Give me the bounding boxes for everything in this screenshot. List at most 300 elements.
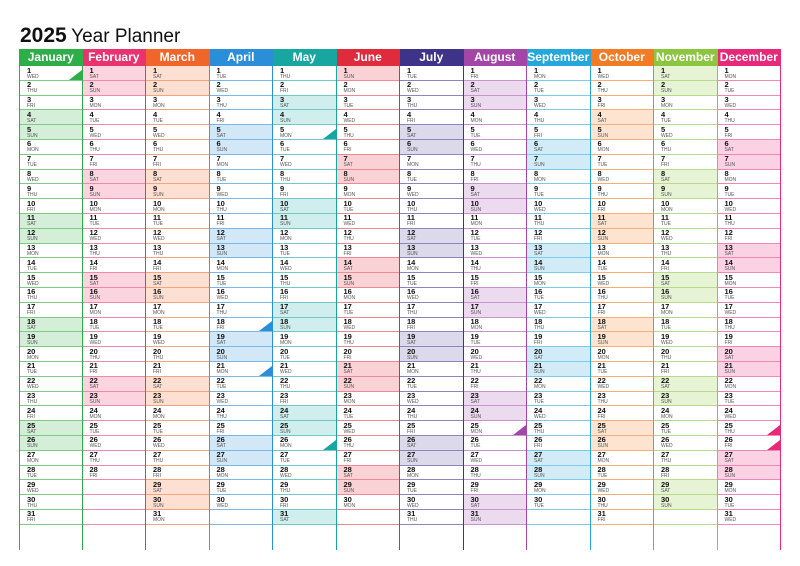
- weekday-label: WED: [89, 132, 102, 139]
- weekday-label: MON: [343, 399, 356, 406]
- day-cell: [527, 110, 590, 125]
- day-cell: [591, 81, 654, 96]
- day-cell: [210, 244, 273, 259]
- day-number: 12: [153, 228, 162, 238]
- day-number: 28: [724, 465, 733, 475]
- day-number: 27: [280, 450, 289, 460]
- weekday-label: WED: [470, 354, 483, 361]
- day-number: 16: [216, 287, 225, 297]
- day-cell: [20, 288, 82, 303]
- holiday-marker-icon: [513, 425, 526, 435]
- weekday-label: THU: [216, 413, 227, 420]
- weekday-label: WED: [89, 443, 102, 450]
- day-cell: [210, 81, 273, 96]
- day-cell: [273, 421, 336, 436]
- day-cell: [400, 303, 463, 318]
- day-number: 5: [153, 125, 158, 134]
- weekday-label: FRI: [661, 162, 670, 169]
- weekday-label: WED: [153, 132, 165, 139]
- day-number: 22: [661, 376, 670, 386]
- day-number: 3: [724, 95, 729, 105]
- holiday-marker-icon: [767, 440, 780, 450]
- weekday-label: SAT: [280, 413, 290, 420]
- day-cell: [591, 66, 654, 81]
- day-number: 29: [597, 480, 606, 489]
- weekday-label: SUN: [407, 147, 418, 154]
- weekday-label: WED: [534, 103, 546, 110]
- day-number: 7: [407, 154, 412, 164]
- day-number: 25: [597, 421, 606, 430]
- weekday-label: SAT: [343, 473, 353, 480]
- day-cell: [464, 436, 527, 451]
- weekday-label: FRI: [89, 473, 98, 480]
- day-cell: [83, 451, 146, 466]
- day-number: 6: [216, 139, 221, 149]
- weekday-label: MON: [470, 428, 483, 435]
- weekday-label: FRI: [27, 310, 36, 317]
- day-cell: [591, 110, 654, 125]
- day-cell: [337, 66, 400, 81]
- day-number: 27: [534, 450, 543, 460]
- day-cell: [83, 229, 146, 244]
- day-number: 18: [27, 317, 36, 327]
- weekday-label: FRI: [534, 132, 543, 139]
- weekday-label: WED: [216, 191, 229, 198]
- day-cell: [337, 451, 400, 466]
- weekday-label: THU: [280, 384, 291, 391]
- day-number: 17: [89, 302, 98, 312]
- day-number: 12: [216, 228, 225, 238]
- day-cell: [273, 155, 336, 170]
- weekday-label: FRI: [343, 354, 352, 361]
- day-cell: [464, 303, 527, 318]
- day-number: 3: [597, 95, 602, 105]
- day-number: 10: [470, 199, 479, 208]
- weekday-label: SUN: [280, 325, 291, 332]
- day-number: 22: [280, 376, 289, 386]
- day-number: 18: [89, 317, 98, 327]
- day-cell: [464, 140, 527, 155]
- weekday-label: FRI: [280, 191, 289, 198]
- day-cell: [718, 214, 781, 229]
- weekday-label: TUE: [724, 502, 735, 509]
- day-cell: [20, 466, 82, 481]
- weekday-label: THU: [27, 295, 38, 302]
- day-cell: [527, 421, 590, 436]
- day-number: 30: [27, 495, 36, 504]
- weekday-label: SUN: [724, 473, 736, 480]
- weekday-label: MON: [470, 117, 483, 124]
- day-cell: [20, 244, 82, 259]
- day-number: 6: [153, 139, 158, 149]
- day-number: 7: [534, 154, 539, 164]
- weekday-label: SAT: [153, 487, 163, 494]
- weekday-label: MON: [343, 191, 356, 198]
- weekday-label: FRI: [661, 473, 670, 480]
- day-cell: [464, 466, 527, 481]
- day-cell: [20, 155, 82, 170]
- day-number: 6: [724, 139, 729, 149]
- day-cell: [337, 362, 400, 377]
- month-column-june: [337, 49, 401, 550]
- day-cell: [718, 155, 781, 170]
- day-number: 18: [216, 317, 225, 327]
- weekday-label: TUE: [27, 162, 37, 169]
- day-number: 16: [27, 287, 36, 297]
- day-number: 20: [661, 347, 670, 356]
- day-number: 10: [153, 199, 162, 208]
- weekday-label: FRI: [534, 236, 543, 243]
- day-number: 28: [27, 465, 36, 475]
- weekday-label: WED: [216, 295, 229, 302]
- weekday-label: MON: [89, 310, 102, 317]
- weekday-label: WED: [153, 443, 165, 450]
- day-cell: [654, 318, 717, 333]
- day-number: 23: [216, 391, 225, 401]
- day-cell: [273, 184, 336, 199]
- day-number: 28: [216, 465, 225, 475]
- day-number: 29: [280, 480, 289, 489]
- day-cell: [337, 184, 400, 199]
- day-cell: [400, 495, 463, 510]
- weekday-label: TUE: [534, 399, 544, 406]
- day-cell: [527, 347, 590, 362]
- day-cell: [718, 362, 781, 377]
- day-number: 30: [153, 495, 162, 504]
- day-number: 25: [27, 421, 36, 430]
- month-column-december: [718, 49, 782, 550]
- day-cell: [654, 229, 717, 244]
- day-number: 21: [153, 361, 162, 371]
- day-cell: [210, 214, 273, 229]
- day-number: 10: [407, 199, 416, 208]
- weekday-label: SAT: [597, 325, 607, 332]
- day-cell: [146, 81, 209, 96]
- day-cell: [718, 288, 781, 303]
- weekday-label: WED: [89, 236, 102, 243]
- weekday-label: SUN: [343, 280, 355, 287]
- weekday-label: SUN: [89, 88, 101, 95]
- day-cell: [337, 495, 400, 510]
- weekday-label: MON: [280, 236, 292, 243]
- day-number: 23: [343, 391, 352, 401]
- weekday-label: THU: [343, 339, 354, 346]
- day-number: 19: [280, 332, 289, 341]
- day-number: 10: [597, 199, 606, 208]
- weekday-label: MON: [280, 339, 292, 346]
- weekday-label: SUN: [343, 177, 355, 184]
- day-number: 13: [343, 243, 352, 253]
- day-cell: [337, 110, 400, 125]
- day-cell: [464, 392, 527, 407]
- day-number: 22: [470, 376, 479, 386]
- day-number: 13: [27, 243, 36, 253]
- day-number: 11: [216, 213, 225, 223]
- day-number: 11: [470, 213, 479, 223]
- weekday-label: SUN: [407, 251, 418, 258]
- weekday-label: TUE: [661, 221, 671, 228]
- day-cell: [400, 377, 463, 392]
- weekday-label: THU: [89, 458, 100, 465]
- weekday-label: SAT: [661, 177, 671, 184]
- day-cell: [591, 229, 654, 244]
- weekday-label: MON: [407, 265, 419, 272]
- day-number: 21: [661, 361, 670, 371]
- day-cell: [591, 362, 654, 377]
- day-cell: [146, 258, 209, 273]
- weekday-label: MON: [27, 354, 39, 361]
- weekday-label: FRI: [280, 399, 289, 406]
- day-number: 21: [280, 361, 289, 371]
- day-number: 18: [724, 317, 733, 327]
- day-cell: [210, 125, 273, 140]
- weekday-label: THU: [216, 206, 227, 213]
- day-number: 14: [534, 258, 543, 267]
- day-number: 17: [407, 302, 416, 312]
- day-number: 8: [661, 169, 666, 179]
- day-number: 22: [724, 376, 733, 386]
- day-cell: [83, 362, 146, 377]
- day-cell: [337, 273, 400, 288]
- weekday-label: THU: [216, 310, 227, 317]
- day-number: 14: [216, 258, 225, 267]
- weekday-label: SAT: [470, 502, 480, 509]
- day-cell: [464, 480, 527, 495]
- day-cell: [591, 466, 654, 481]
- day-cell: [83, 318, 146, 333]
- day-number: 26: [597, 435, 606, 445]
- day-cell: [146, 199, 209, 214]
- day-cell: [718, 436, 781, 451]
- day-number: 8: [216, 169, 221, 179]
- weekday-label: FRI: [470, 73, 479, 80]
- day-number: 1: [89, 66, 94, 75]
- day-number: 24: [27, 406, 36, 415]
- day-cell: [527, 155, 590, 170]
- weekday-label: SUN: [470, 310, 482, 317]
- day-number: 24: [661, 406, 670, 415]
- day-cell: [146, 451, 209, 466]
- day-cell: [591, 258, 654, 273]
- day-number: 9: [89, 184, 94, 193]
- day-number: 19: [89, 332, 98, 341]
- day-number: 13: [407, 243, 416, 253]
- empty-cell: [210, 510, 273, 525]
- weekday-label: TUE: [470, 339, 481, 346]
- day-cell: [527, 377, 590, 392]
- day-number: 4: [153, 110, 158, 119]
- weekday-label: MON: [216, 265, 229, 272]
- day-cell: [718, 510, 781, 525]
- weekday-label: FRI: [470, 487, 479, 494]
- day-cell: [146, 96, 209, 111]
- weekday-label: MON: [534, 487, 546, 494]
- day-number: 25: [343, 421, 352, 430]
- day-cell: [591, 510, 654, 525]
- day-cell: [718, 421, 781, 436]
- day-number: 13: [280, 243, 289, 253]
- day-number: 7: [27, 154, 32, 164]
- day-number: 26: [724, 435, 733, 445]
- day-cell: [464, 214, 527, 229]
- day-cell: [146, 155, 209, 170]
- weekday-label: THU: [407, 413, 418, 420]
- weekday-label: TUE: [216, 177, 227, 184]
- day-number: 28: [470, 465, 479, 475]
- day-number: 17: [724, 302, 733, 312]
- month-header: January: [20, 49, 82, 66]
- weekday-label: SAT: [89, 73, 99, 80]
- day-cell: [654, 466, 717, 481]
- day-number: 8: [597, 169, 602, 179]
- weekday-label: TUE: [280, 354, 290, 361]
- day-cell: [20, 140, 82, 155]
- weekday-label: TUE: [534, 502, 544, 509]
- day-number: 26: [407, 435, 416, 445]
- day-cell: [337, 155, 400, 170]
- day-number: 9: [534, 184, 539, 193]
- weekday-label: SAT: [153, 384, 163, 391]
- day-cell: [591, 184, 654, 199]
- weekday-label: MON: [27, 458, 39, 465]
- day-number: 20: [216, 347, 225, 356]
- holiday-marker-icon: [69, 70, 82, 80]
- weekday-label: SAT: [407, 443, 417, 450]
- day-cell: [146, 421, 209, 436]
- day-number: 31: [407, 509, 416, 519]
- day-cell: [591, 303, 654, 318]
- day-cell: [654, 140, 717, 155]
- day-number: 14: [470, 258, 479, 267]
- day-cell: [210, 347, 273, 362]
- weekday-label: FRI: [724, 339, 733, 346]
- weekday-label: MON: [343, 502, 356, 509]
- weekday-label: MON: [661, 103, 673, 110]
- day-number: 12: [407, 228, 416, 238]
- weekday-label: THU: [534, 117, 545, 124]
- day-number: 3: [280, 95, 285, 105]
- day-cell: [718, 258, 781, 273]
- day-cell: [210, 273, 273, 288]
- weekday-label: SAT: [27, 428, 37, 435]
- day-number: 24: [724, 406, 733, 415]
- day-cell: [591, 288, 654, 303]
- day-number: 7: [597, 154, 602, 164]
- day-number: 28: [597, 465, 606, 475]
- day-cell: [337, 170, 400, 185]
- weekday-label: FRI: [597, 206, 606, 213]
- weekday-label: FRI: [407, 428, 416, 435]
- day-cell: [83, 406, 146, 421]
- weekday-label: THU: [661, 354, 672, 361]
- day-cell: [654, 273, 717, 288]
- weekday-label: FRI: [597, 413, 606, 420]
- day-cell: [20, 273, 82, 288]
- weekday-label: TUE: [89, 221, 100, 228]
- weekday-label: WED: [534, 413, 546, 420]
- day-number: 27: [89, 450, 98, 460]
- weekday-label: WED: [597, 177, 610, 184]
- weekday-label: SAT: [470, 88, 480, 95]
- day-number: 23: [27, 391, 36, 401]
- day-number: 25: [724, 421, 733, 430]
- day-cell: [591, 480, 654, 495]
- day-cell: [337, 288, 400, 303]
- day-cell: [527, 258, 590, 273]
- day-cell: [337, 318, 400, 333]
- day-number: 13: [89, 243, 98, 253]
- weekday-label: SUN: [27, 339, 38, 346]
- weekday-label: TUE: [280, 147, 290, 154]
- day-number: 21: [216, 361, 225, 371]
- weekday-label: FRI: [724, 132, 733, 139]
- weekday-label: MON: [216, 369, 229, 376]
- weekday-label: MON: [343, 88, 356, 95]
- day-number: 1: [216, 66, 221, 75]
- day-number: 9: [216, 184, 221, 193]
- weekday-label: SUN: [216, 251, 228, 258]
- day-number: 8: [724, 169, 729, 179]
- day-number: 4: [280, 110, 285, 119]
- weekday-label: TUE: [661, 117, 671, 124]
- day-number: 30: [597, 495, 606, 504]
- weekday-label: SAT: [280, 310, 290, 317]
- day-number: 20: [407, 347, 416, 356]
- weekday-label: TUE: [153, 325, 163, 332]
- weekday-label: MON: [597, 354, 610, 361]
- month-column-july: [400, 49, 464, 550]
- day-number: 24: [343, 406, 352, 415]
- day-cell: [527, 406, 590, 421]
- weekday-label: FRI: [27, 517, 36, 524]
- day-number: 14: [407, 258, 416, 267]
- day-cell: [337, 480, 400, 495]
- weekday-label: SUN: [153, 88, 164, 95]
- day-number: 20: [89, 347, 98, 356]
- weekday-label: SAT: [89, 384, 99, 391]
- day-number: 10: [216, 199, 225, 208]
- day-number: 1: [407, 66, 412, 75]
- weekday-label: FRI: [280, 295, 289, 302]
- day-number: 7: [343, 154, 348, 164]
- day-cell: [591, 125, 654, 140]
- month-column-august: [464, 49, 528, 550]
- day-number: 16: [597, 287, 606, 297]
- day-number: 10: [343, 199, 352, 208]
- day-number: 19: [534, 332, 543, 341]
- day-cell: [654, 125, 717, 140]
- day-cell: [273, 199, 336, 214]
- day-number: 30: [407, 495, 416, 504]
- day-cell: [527, 214, 590, 229]
- day-cell: [400, 81, 463, 96]
- day-cell: [527, 451, 590, 466]
- weekday-label: SAT: [661, 384, 671, 391]
- weekday-label: MON: [597, 147, 610, 154]
- day-number: 29: [470, 480, 479, 489]
- day-number: 2: [470, 80, 475, 90]
- weekday-label: MON: [534, 177, 546, 184]
- day-number: 12: [343, 228, 352, 238]
- weekday-label: MON: [597, 458, 610, 465]
- weekday-label: MON: [597, 251, 610, 258]
- day-cell: [83, 332, 146, 347]
- day-cell: [718, 229, 781, 244]
- weekday-label: FRI: [280, 88, 289, 95]
- day-number: 18: [280, 317, 289, 327]
- day-cell: [83, 184, 146, 199]
- day-number: 15: [597, 273, 606, 282]
